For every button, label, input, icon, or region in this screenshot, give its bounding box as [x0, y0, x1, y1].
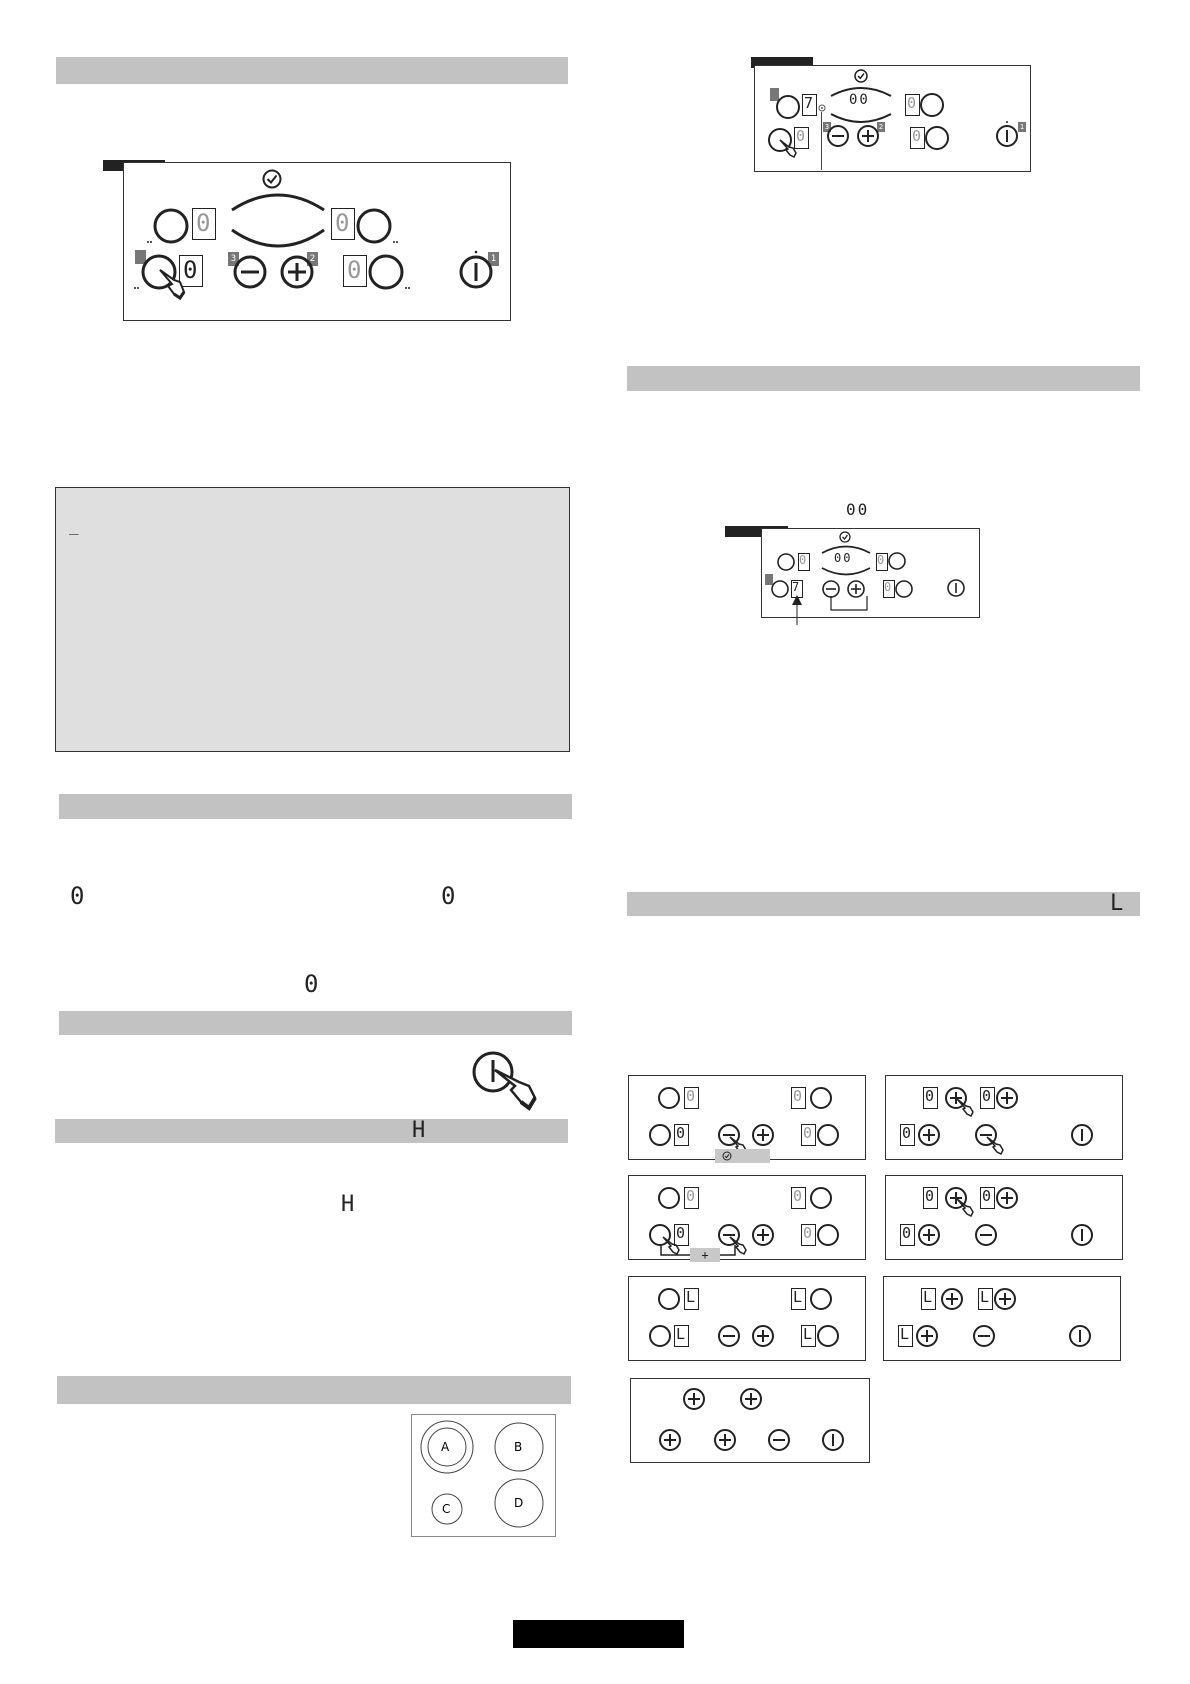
zone-key-front-right[interactable] [366, 252, 406, 292]
power-key-icon [1070, 1223, 1094, 1247]
timer-bracket [228, 192, 328, 252]
hot-indicator-symbol: H [412, 1118, 426, 1143]
display-digit: 0 [196, 209, 211, 237]
zone-key-icon [657, 1287, 681, 1311]
zone-label-b: B [514, 1440, 523, 1454]
zone-key-icon [657, 1086, 681, 1110]
plus-key-icon [751, 1324, 775, 1348]
zone-key-icon [809, 1186, 833, 1210]
page-number-bar [513, 1620, 684, 1648]
residual-digit: 0 [304, 970, 319, 998]
hot-indicator-symbol: H [341, 1192, 355, 1217]
zone-key-rear-right[interactable] [354, 206, 394, 246]
timer-check-icon [722, 1151, 732, 1161]
plus-key-icon [739, 1387, 763, 1411]
plus-key-icon [658, 1428, 682, 1452]
display-digit: 0 [877, 553, 885, 567]
zone-key-icon [648, 1123, 672, 1147]
sparkle-icon [817, 103, 827, 113]
note-mark: _ [69, 516, 79, 535]
display-digit: 0 [347, 256, 362, 284]
zone-label-d: D [514, 1496, 524, 1510]
zone-key-icon [809, 1086, 833, 1110]
lock-step-2 [885, 1075, 1123, 1160]
zones-graphic [412, 1415, 555, 1536]
display-digit: 0 [907, 94, 917, 112]
hand-pointer-icon [158, 268, 186, 300]
timer-check-icon [854, 69, 868, 83]
display-digit: 7 [804, 94, 814, 112]
display-digit: L [923, 1288, 933, 1306]
key-number-tag: 1 [1019, 123, 1025, 131]
display-digit: 0 [982, 1087, 992, 1105]
display-digit: 0 [183, 256, 198, 284]
lock-step-7 [630, 1378, 870, 1463]
section-header-bar [56, 57, 568, 84]
plus-key-icon [940, 1287, 964, 1311]
power-key-icon [1068, 1324, 1092, 1348]
display-digit: L [676, 1325, 686, 1343]
display-digit: 0 [335, 209, 350, 237]
key-number-tag: 3 [824, 123, 830, 131]
zone-key-rear-left[interactable] [151, 206, 191, 246]
zone-key-icon [809, 1287, 833, 1311]
display-digit: 0 [912, 127, 922, 145]
display-digit: L [980, 1288, 990, 1306]
key-number-tag: 1 [488, 252, 499, 266]
up-arrow-icon [791, 595, 803, 625]
lock-step-1 [628, 1075, 866, 1160]
hand-pointer-icon [779, 139, 797, 159]
zone-key-front-right[interactable] [924, 125, 950, 151]
plus-key-icon [995, 1186, 1019, 1210]
display-digit: L [900, 1325, 910, 1343]
plus-key-icon [993, 1287, 1017, 1311]
zone-key-icon [816, 1123, 840, 1147]
power-key[interactable] [995, 119, 1019, 149]
timer-check-icon [262, 169, 282, 189]
zone-key-rear-right[interactable] [919, 92, 945, 118]
zone-key-rear-left[interactable] [776, 552, 796, 572]
display-digit: 0 [902, 1124, 912, 1142]
display-digit: 0 [793, 1087, 803, 1105]
plus-key-icon [682, 1387, 706, 1411]
zone-key-rear-left[interactable] [775, 94, 801, 120]
display-digit: 0 [676, 1124, 686, 1142]
pointer-line [821, 112, 822, 170]
display-digit: 0 [925, 1087, 935, 1105]
plus-key-icon [995, 1086, 1019, 1110]
plus-key-icon [917, 1123, 941, 1147]
combo-bracket [829, 596, 869, 616]
zone-key-icon [648, 1324, 672, 1348]
minus-key-icon [717, 1324, 741, 1348]
zone-key-rear-right[interactable] [887, 551, 907, 571]
zone-key-front-right[interactable] [894, 579, 914, 599]
display-digit: L [803, 1325, 813, 1343]
lock-symbol: L [1110, 891, 1124, 916]
plus-key-icon [917, 1223, 941, 1247]
section-header-bar [627, 892, 1140, 916]
hob-zones-diagram [411, 1414, 556, 1537]
hand-pointer-icon [956, 1098, 974, 1118]
power-key[interactable] [458, 248, 494, 290]
zone-label-a: A [441, 1440, 450, 1454]
zone-key-icon [816, 1324, 840, 1348]
plus-key-icon [751, 1123, 775, 1147]
plus-key-icon [713, 1428, 737, 1452]
control-panel-diagram-timer [761, 528, 980, 618]
minus-key-icon [972, 1324, 996, 1348]
combo-plus-tab: + [690, 1248, 720, 1262]
display-digit: 7 [792, 580, 800, 594]
power-key-icon [1070, 1123, 1094, 1147]
section-header-bar [55, 1119, 568, 1143]
display-digit: 0 [803, 1124, 813, 1142]
display-digit: L [793, 1288, 803, 1306]
lock-step-4 [885, 1175, 1123, 1260]
zone-label-c: C [442, 1502, 451, 1516]
zone-key-front-left[interactable] [770, 579, 790, 599]
info-note-box [55, 487, 570, 752]
display-digit: 0 [799, 553, 807, 567]
hand-pointer-icon [986, 1136, 1004, 1156]
display-digit: 0 [793, 1187, 803, 1205]
minus-key[interactable] [826, 124, 850, 148]
key-number-tag: 2 [878, 123, 884, 131]
section-header-bar [627, 366, 1140, 391]
timer-check-icon [839, 531, 851, 543]
hand-pointer-icon [956, 1198, 974, 1218]
control-panel-diagram [123, 162, 511, 321]
plus-key-icon [915, 1324, 939, 1348]
display-digit: 0 [803, 1224, 813, 1242]
plus-key[interactable] [856, 124, 880, 148]
power-key[interactable] [946, 574, 966, 598]
key-number-tag: 3 [228, 252, 239, 266]
section-header-bar [59, 1011, 572, 1035]
minus-key-icon [974, 1223, 998, 1247]
display-digit: L [686, 1288, 696, 1306]
display-digit: 0 [902, 1224, 912, 1242]
minus-key-icon [767, 1428, 791, 1452]
zone-key-icon [816, 1223, 840, 1247]
lock-step-6 [883, 1276, 1121, 1361]
timer-digits: 00 [834, 551, 853, 565]
control-panel-diagram-small [754, 65, 1031, 172]
power-key-icon [821, 1428, 845, 1452]
display-digit: 0 [676, 1224, 686, 1242]
residual-digit: 0 [441, 882, 456, 910]
timer-display-above: 00 [846, 500, 870, 519]
power-key-press-icon [471, 1050, 541, 1114]
timer-digits: 00 [849, 92, 870, 108]
lock-step-3 [628, 1175, 866, 1260]
display-digit: 0 [925, 1187, 935, 1205]
display-digit: 0 [686, 1187, 696, 1205]
display-digit: 0 [982, 1187, 992, 1205]
zone-key-icon [657, 1186, 681, 1210]
display-digit: 0 [796, 127, 806, 145]
section-header-bar [59, 794, 572, 819]
key-number-tag: 2 [307, 252, 318, 266]
display-digit: 0 [686, 1087, 696, 1105]
plus-key-icon [751, 1223, 775, 1247]
display-digit: 0 [884, 580, 892, 594]
section-header-bar [57, 1376, 571, 1404]
lock-step-5 [628, 1276, 866, 1361]
plus-key[interactable] [279, 254, 315, 290]
residual-digit: 0 [70, 882, 85, 910]
minus-key[interactable] [232, 254, 268, 290]
